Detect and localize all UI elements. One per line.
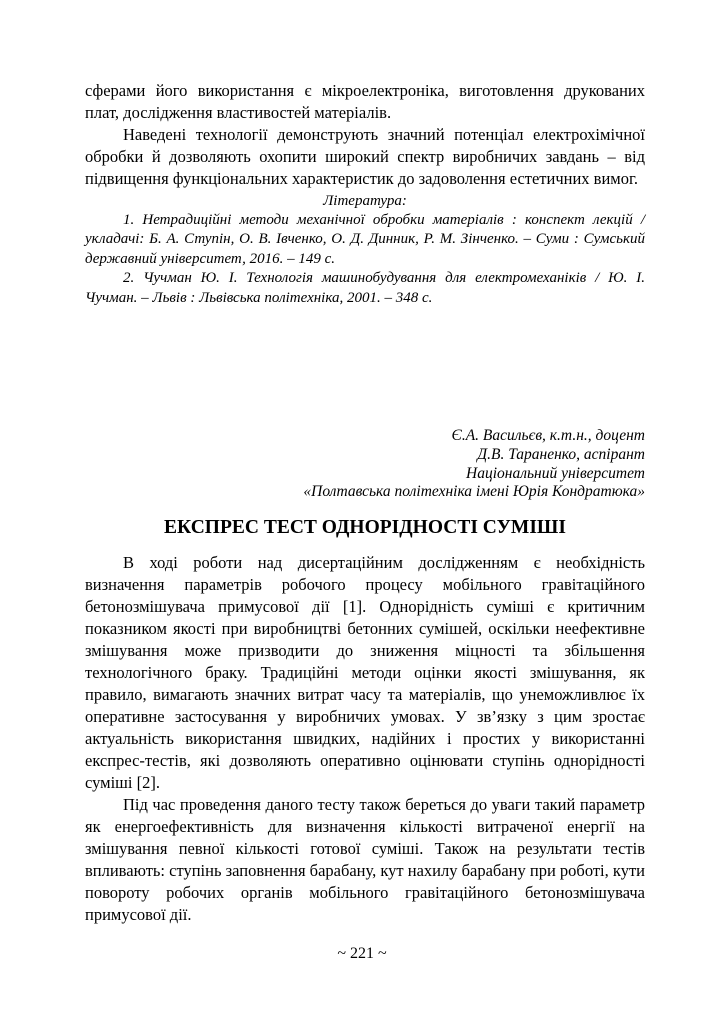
article-title: ЕКСПРЕС ТЕСТ ОДНОРІДНОСТІ СУМІШІ (164, 517, 566, 539)
page-number: ~ 221 ~ (337, 945, 387, 962)
intro-paragraph-continuation: сферами його використання є мікроелектроніка, виготовлення друкованих плат, дослідження властивостей матеріалів. (85, 81, 645, 122)
reference-item-2: 2. Чучман Ю. І. Технологія машинобудування для електромеханіків / Ю. І. Чучман. – Львів : Львівська політехніка, 2001. – 348 с. (85, 270, 645, 306)
author-affiliation-line-1: Національний університет (466, 464, 645, 482)
author-line-2: Д.В. Тараненко, аспірант (477, 445, 645, 463)
author-line-1: Є.А. Васильєв, к.т.н., доцент (451, 427, 645, 445)
article-paragraph-1: В ході роботи над дисертаційним дослідженням є необхідність визначення параметрів робочого процесу мобільного гравітаційного бетонозмішувача примусової дії [1]. Однорідність суміші є критичним показником якості при виробництві бетонних сумішей, оскільки неефективне змішування може призводити до зниження міцності та збільшення технологічного браку. Традиційні методи оцінки якості змішування, як правило, вимагають значних витрат часу та матеріалів, що унеможливлює їх оперативне застосування у виробничих умовах. У зв’язку з цим зростає актуальність використання швидких, надійних і простих у використанні експрес-тестів, які дозволяють оперативно оцінювати ступінь однорідності суміші [2]. (85, 553, 645, 793)
author-affiliation-line-2: «Полтавська політехніка імені Юрія Кондратюка» (303, 483, 645, 501)
reference-item-1: 1. Нетрадиційні методи механічної обробки матеріалів : конспект лекцій / укладачі: Б. А. Ступін, О. В. Івченко, О. Д. Динник, Р. М. Зінченко. – Суми : Сумський державний університет, 2016. – 149 с. (85, 212, 645, 267)
author-block (85, 427, 645, 502)
article-paragraph-2: Під час проведення даного тесту також береться до уваги такий параметр як енергоефективність для визначення кількості витраченої енергії на змішування певної кількості готової суміші. Також на результати тестів впливають: ступінь заповнення барабану, кут нахилу барабану при роботі, кути повороту робочих органів мобільного гравітаційного бетонозмішувача примусової дії. (85, 795, 645, 925)
intro-paragraph: Наведені технології демонструють значний потенціал електрохімічної обробки й дозволяють охопити широкий спектр виробничих завдань – від підвищення функціональних характеристик до задоволення естетичних вимог. (85, 125, 645, 188)
references-heading: Література: (323, 193, 407, 209)
page-content (85, 80, 645, 926)
